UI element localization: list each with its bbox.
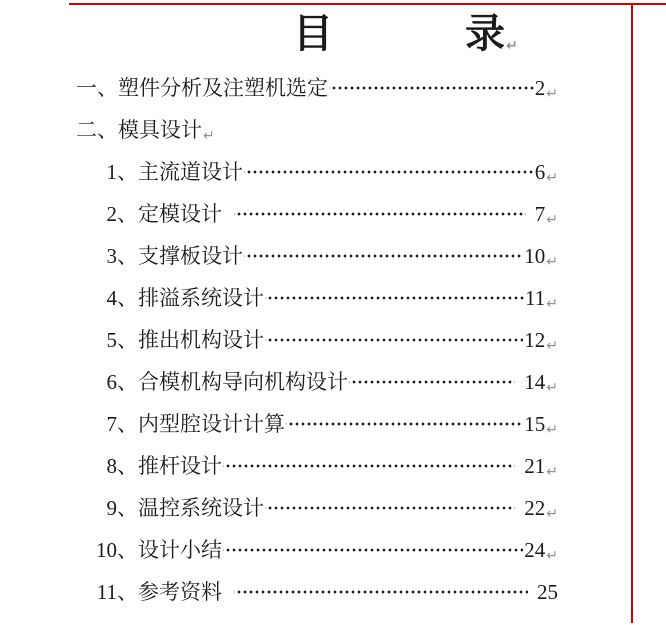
toc-row [66,487,558,529]
item-title: 支撑板设计 [138,244,243,268]
item-title: 设计小结 [138,538,222,562]
toc-row [66,445,558,487]
pilcrow-icon: ↵ [546,338,558,354]
title-char-right: 录 [465,11,505,56]
dot-leader [244,250,523,262]
page-number: 6 [534,160,546,184]
item-title: 合模机构导向机构设计 [138,370,348,394]
item-title: 模具设计 [118,118,202,142]
item-number: 4、 [106,286,138,310]
page-number: 11 [525,286,546,310]
item-title: 排溢系统设计 [138,286,264,310]
item-number: 9、 [106,496,138,520]
toc-row [66,277,558,319]
pilcrow-icon: ↵ [546,170,558,186]
page-number: 25 [537,580,558,604]
item-title: 定模设计 [138,202,222,226]
item-number: 6、 [106,370,138,394]
pilcrow-icon: ↵ [546,422,558,438]
item-number: 8、 [106,454,138,478]
toc-row [66,67,558,109]
dot-leader [265,334,523,346]
dot-leader [234,586,528,598]
dot-leader [349,376,515,388]
item-title: 温控系统设计 [138,496,264,520]
dot-leader [223,460,515,472]
item-title: 主流道设计 [138,160,243,184]
item-number: 1、 [106,160,138,184]
pilcrow-icon: ↵ [546,548,558,564]
toc-row [66,571,558,613]
page-number: 15 [524,412,546,436]
item-number: 2、 [106,202,138,226]
pilcrow-icon: ↵ [546,254,558,270]
page-number: 21 [524,454,546,478]
page-number: 12 [524,328,546,352]
item-number: 7、 [106,412,138,436]
pilcrow-icon: ↵ [506,38,518,54]
toc-row [66,235,558,277]
item-number: 10、 [96,538,138,562]
document-title [293,10,518,58]
item-number: 二、 [76,118,118,142]
pilcrow-icon: ↵ [546,464,558,480]
page-number: 7 [534,202,546,226]
item-number: 3、 [106,244,138,268]
toc-row [66,193,558,235]
pilcrow-icon: ↵ [546,212,558,228]
item-number: 5、 [106,328,138,352]
top-margin-line [69,3,666,5]
item-title: 内型腔设计计算 [138,412,285,436]
page-number: 24 [524,538,546,562]
item-title: 参考资料 [138,580,222,604]
title-char-left: 目 [293,11,333,56]
toc-row [66,151,558,193]
page-number: 14 [524,370,546,394]
dot-leader [265,292,524,304]
pilcrow-icon: ↵ [546,296,558,312]
toc-row [66,403,558,445]
page-number: 10 [524,244,546,268]
table-of-contents [66,67,558,613]
dot-leader [244,166,534,178]
dot-leader [234,208,526,220]
pilcrow-icon: ↵ [203,128,215,144]
item-number: 11、 [96,580,138,604]
item-title: 推杆设计 [138,454,222,478]
right-margin-line [631,3,633,623]
toc-row [66,529,558,571]
page-number: 2 [534,76,546,100]
dot-leader [286,418,523,430]
item-title: 塑件分析及注塑机选定 [118,76,328,100]
pilcrow-icon: ↵ [546,380,558,396]
item-title: 推出机构设计 [138,328,264,352]
dot-leader [329,82,534,94]
dot-leader [223,544,523,556]
dot-leader [265,502,515,514]
toc-row [66,319,558,361]
pilcrow-icon: ↵ [546,506,558,522]
pilcrow-icon: ↵ [546,86,558,102]
toc-row [66,109,558,151]
item-number: 一、 [76,76,118,100]
page-number: 22 [524,496,546,520]
toc-row [66,361,558,403]
